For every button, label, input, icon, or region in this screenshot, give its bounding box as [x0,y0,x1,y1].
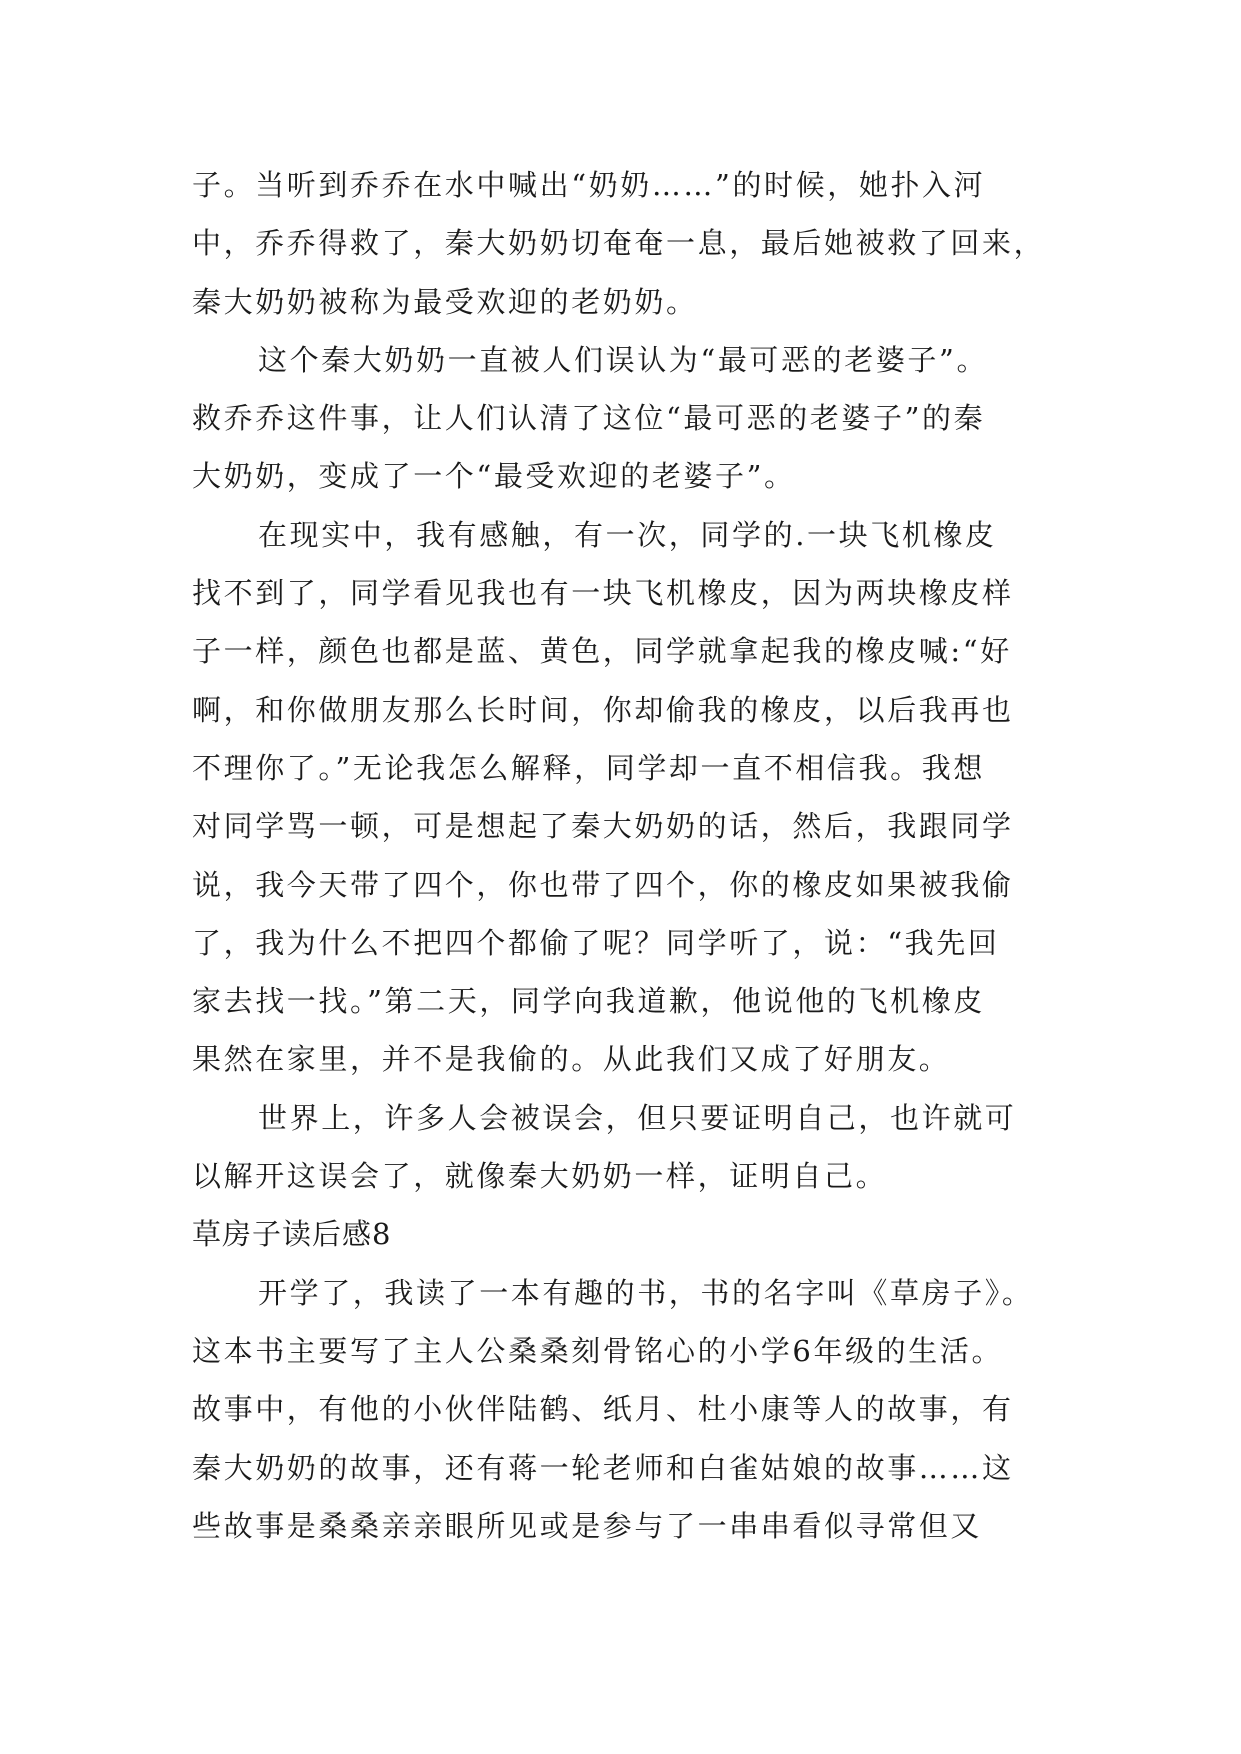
text-line: 大奶奶，变成了一个“最受欢迎的老婆子”。 [192,459,796,494]
text-line: 子。当听到乔乔在水中喊出“奶奶……”的时候，她扑入河 [192,168,986,202]
text-line: 救乔乔这件事，让人们认清了这位“最可恶的老婆子”的秦 [192,401,986,436]
text-line: 以解开这误会了，就像秦大奶奶一样，证明自己。 [192,1159,888,1194]
text-line: 这个秦大奶奶一直被人们误认为“最可恶的老婆子”。 [258,342,989,377]
text-line: 果然在家里，并不是我偷的。从此我们又成了好朋友。 [192,1042,951,1077]
text-line: 说，我今天带了四个，你也带了四个，你的橡皮如果被我偷 [192,867,1014,902]
text-line: 家去找一找。”第二天，同学向我道歉，他说他的飞机橡皮 [192,984,985,1019]
text-line: 这本书主要写了主人公桑桑刻骨铭心的小学6年级的生活。 [192,1333,1004,1368]
document-body [192,156,1052,1555]
text-line: 子一样，颜色也都是蓝、黄色，同学就拿起我的橡皮喊:“好 [192,634,1012,669]
section-heading: 草房子读后感8 [192,1217,392,1252]
text-line: 对同学骂一顿，可是想起了秦大奶奶的话，然后，我跟同学 [192,809,1014,844]
text-line: 些故事是桑桑亲亲眼所见或是参与了一串串看似寻常但又 [192,1508,983,1543]
text-line: 秦大奶奶被称为最受欢迎的老奶奶。 [192,284,698,319]
text-line: 开学了，我读了一本有趣的书，书的名字叫《草房子》。 [258,1275,1034,1310]
text-line: 找不到了，同学看见我也有一块飞机橡皮，因为两块橡皮样 [192,576,1014,611]
text-line: 秦大奶奶的故事，还有蒋一轮老师和白雀姑娘的故事……这 [192,1450,1014,1485]
text-line: 了，我为什么不把四个都偷了呢？同学听了，说：“我先回 [192,925,1000,960]
text-line: 啊，和你做朋友那么长时间，你却偷我的橡皮，以后我再也 [192,692,1014,727]
text-line: 世界上，许多人会被误会，但只要证明自己，也许就可 [258,1100,1017,1135]
text-line: 不理你了。”无论我怎么解释，同学却一直不相信我。我想 [192,750,985,785]
text-line: 故事中，有他的小伙伴陆鹤、纸月、杜小康等人的故事，有 [192,1392,1014,1427]
text-line: 中，乔乔得救了，秦大奶奶切奄奄一息，最后她被救了回来， [192,226,1046,261]
text-line: 在现实中，我有感触，有一次，同学的.一块飞机橡皮 [258,517,997,552]
